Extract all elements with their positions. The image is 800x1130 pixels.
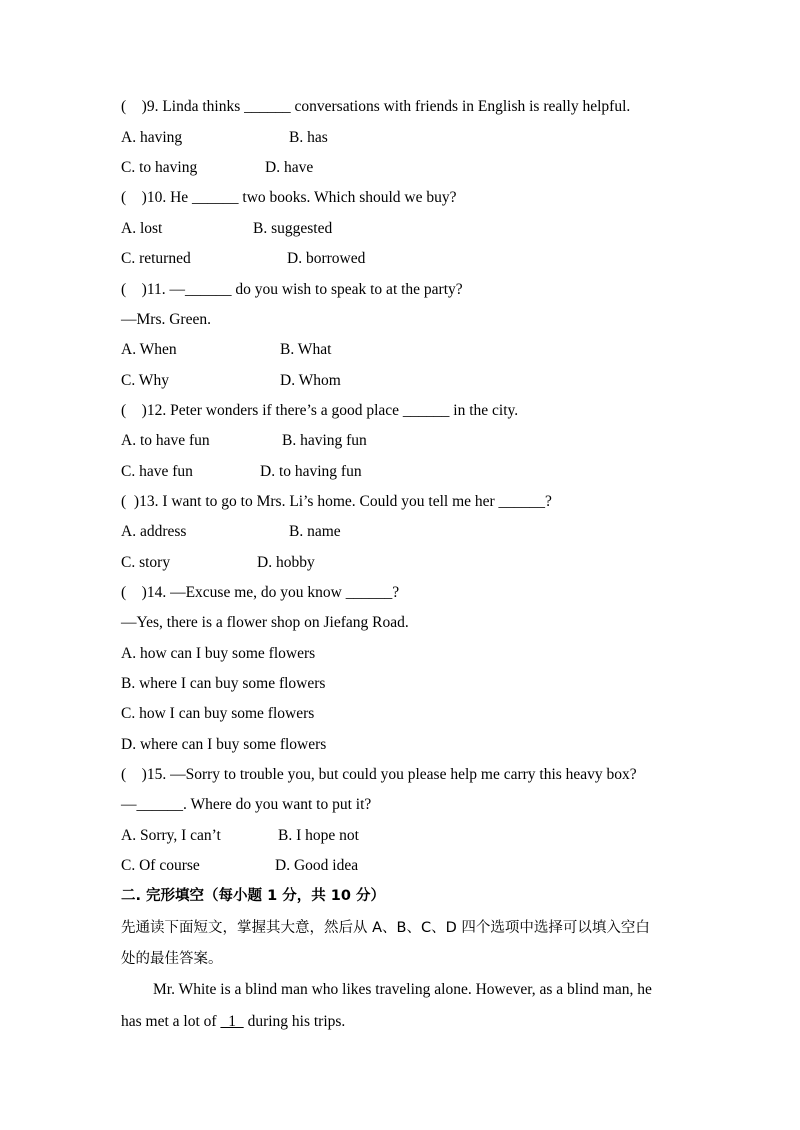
question-10-option-d: D. borrowed	[287, 250, 366, 267]
question-9-stem: ( )9. Linda thinks ______ conversations with friends in English is really helpful.	[121, 98, 631, 115]
question-14-option-b: B. where I can buy some flowers	[121, 675, 326, 692]
question-14-stem: ( )14. —Excuse me, do you know ______?	[121, 584, 400, 601]
question-11-option-c: C. Why	[121, 372, 169, 389]
question-15-option-b: B. I hope not	[278, 827, 359, 844]
question-11-option-a: A. When	[121, 341, 177, 358]
question-11-reply: —Mrs. Green.	[121, 311, 211, 328]
question-14-option-c: C. how I can buy some flowers	[121, 705, 315, 722]
question-13-option-b: B. name	[289, 523, 341, 540]
section-heading: 二. 完形填空（每小题 1 分，共 10 分）	[121, 888, 386, 904]
question-15-option-a: A. Sorry, I can’t	[121, 827, 221, 844]
question-14-option-d: D. where can I buy some flowers	[121, 736, 327, 753]
question-12-option-d: D. to having fun	[260, 463, 362, 480]
question-15-option-c: C. Of course	[121, 857, 200, 874]
question-11-option-d: D. Whom	[280, 372, 341, 389]
question-11-stem: ( )11. —______ do you wish to speak to at the party?	[121, 281, 463, 298]
question-15-stem: ( )15. —Sorry to trouble you, but could you please help me carry this heavy box?	[121, 766, 637, 783]
question-13-option-d: D. hobby	[257, 554, 315, 571]
question-9-option-b: B. has	[289, 129, 328, 146]
question-9-option-d: D. have	[265, 159, 314, 176]
question-12-stem: ( )12. Peter wonders if there’s a good place ______ in the city.	[121, 402, 519, 419]
question-9-option-c: C. to having	[121, 159, 198, 176]
question-10-stem: ( )10. He ______ two books. Which should we buy?	[121, 189, 457, 206]
passage-line-2-end: during his trips.	[243, 1013, 346, 1030]
question-13-option-a: A. address	[121, 523, 187, 540]
question-14-option-a: A. how can I buy some flowers	[121, 645, 316, 662]
question-10-option-b: B. suggested	[253, 220, 333, 237]
question-13-stem: ( )13. I want to go to Mrs. Li’s home. Could you tell me her ______?	[121, 493, 552, 510]
question-9-option-a: A. having	[121, 129, 183, 146]
passage-line-2-start: has met a lot of	[121, 1013, 221, 1030]
question-12-option-b: B. having fun	[282, 432, 367, 449]
question-15-reply: —______. Where do you want to put it?	[121, 796, 372, 813]
question-10-option-c: C. returned	[121, 250, 191, 267]
question-12-option-c: C. have fun	[121, 463, 193, 480]
passage-line-1: Mr. White is a blind man who likes traveling alone. However, as a blind man, he	[153, 981, 652, 998]
question-15-option-d: D. Good idea	[275, 857, 359, 874]
question-11-option-b: B. What	[280, 341, 332, 358]
question-14-reply: —Yes, there is a flower shop on Jiefang Road.	[121, 614, 409, 631]
section-instruction-line-2: 处的最佳答案。	[121, 951, 223, 967]
question-12-option-a: A. to have fun	[121, 432, 210, 449]
question-10-option-a: A. lost	[121, 220, 163, 237]
blank-1: 1	[220, 1013, 244, 1030]
passage-line-2	[121, 1012, 345, 1032]
question-13-option-c: C. story	[121, 554, 171, 571]
section-instruction-line-1: 先通读下面短文，掌握其大意，然后从 A、B、C、D 四个选项中选择可以填入空白	[121, 920, 650, 936]
